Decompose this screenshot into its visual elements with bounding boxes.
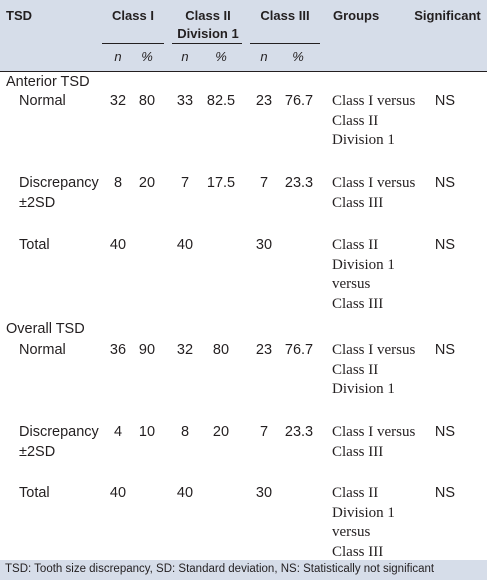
row-label: Total bbox=[19, 485, 50, 501]
class-1-percent: 90 bbox=[138, 342, 156, 358]
groups-comparison: Class II Division 1 versus Class III bbox=[332, 485, 395, 560]
class-1-percent: 20 bbox=[138, 175, 156, 191]
header-bottom-rule bbox=[0, 71, 487, 72]
table-header bbox=[0, 0, 487, 71]
class-2-n: 7 bbox=[180, 175, 190, 191]
class-2-n: 40 bbox=[176, 485, 194, 501]
class-2-percent: 80 bbox=[212, 342, 230, 358]
class-3-percent: 76.7 bbox=[284, 342, 314, 358]
class-2-n: 40 bbox=[176, 237, 194, 253]
class-1-n: 8 bbox=[113, 175, 123, 191]
groups-comparison: Class I versus Class III bbox=[332, 175, 416, 211]
header-class-3: Class III bbox=[260, 8, 310, 23]
class-3-n: 7 bbox=[259, 424, 269, 440]
class-1-n: 40 bbox=[109, 485, 127, 501]
subheader-percent: % bbox=[292, 49, 304, 64]
class-1-n: 40 bbox=[109, 237, 127, 253]
header-class-1: Class I bbox=[112, 8, 154, 23]
groups-comparison: Class II Division 1 versus Class III bbox=[332, 237, 395, 312]
class-3-n: 7 bbox=[259, 175, 269, 191]
significance: NS bbox=[434, 485, 456, 501]
row-label: Discrepancy ±2SD bbox=[19, 424, 99, 460]
class-2-percent: 20 bbox=[212, 424, 230, 440]
class-3-n: 23 bbox=[255, 342, 273, 358]
header-class-2: Class II Division 1 bbox=[177, 8, 239, 41]
class-1-n: 32 bbox=[109, 93, 127, 109]
row-label: Normal bbox=[19, 93, 66, 109]
row-label: Normal bbox=[19, 342, 66, 358]
significance: NS bbox=[434, 342, 456, 358]
subheader-percent: % bbox=[215, 49, 227, 64]
section-title: Overall TSD bbox=[6, 321, 85, 337]
class-3-percent: 76.7 bbox=[284, 93, 314, 109]
groups-comparison: Class I versus Class II Division 1 bbox=[332, 93, 416, 148]
significance: NS bbox=[434, 175, 456, 191]
class-1-percent: 80 bbox=[138, 93, 156, 109]
class-3-n: 30 bbox=[255, 237, 273, 253]
section-title: Anterior TSD bbox=[6, 74, 90, 90]
class-3-percent: 23.3 bbox=[284, 175, 314, 191]
class-1-percent: 10 bbox=[138, 424, 156, 440]
class-2-n: 32 bbox=[176, 342, 194, 358]
header-tsd: TSD bbox=[6, 8, 32, 23]
class-1-n: 4 bbox=[113, 424, 123, 440]
class-1-underline bbox=[102, 43, 164, 44]
class-3-percent: 23.3 bbox=[284, 424, 314, 440]
class-2-percent: 82.5 bbox=[206, 93, 236, 109]
subheader-n: n bbox=[181, 49, 189, 64]
class-3-n: 30 bbox=[255, 485, 273, 501]
table-footnote bbox=[0, 560, 487, 580]
significance: NS bbox=[434, 237, 456, 253]
subheader-n: n bbox=[114, 49, 122, 64]
groups-comparison: Class I versus Class III bbox=[332, 424, 416, 460]
significance: NS bbox=[434, 93, 456, 109]
class-2-percent: 17.5 bbox=[206, 175, 236, 191]
subheader-n: n bbox=[260, 49, 268, 64]
groups-comparison: Class I versus Class II Division 1 bbox=[332, 342, 416, 397]
header-groups: Groups bbox=[333, 8, 380, 23]
row-label: Total bbox=[19, 237, 50, 253]
class-2-n: 33 bbox=[176, 93, 194, 109]
footnote-text: TSD: Tooth size discrepancy, SD: Standard deviation, NS: Statistically not significant bbox=[5, 563, 435, 575]
class-3-n: 23 bbox=[255, 93, 273, 109]
significance: NS bbox=[434, 424, 456, 440]
class-3-underline bbox=[250, 43, 320, 44]
class-2-n: 8 bbox=[180, 424, 190, 440]
row-label: Discrepancy ±2SD bbox=[19, 175, 99, 211]
subheader-percent: % bbox=[141, 49, 153, 64]
class-1-n: 36 bbox=[109, 342, 127, 358]
header-significant: Significant bbox=[414, 8, 481, 23]
class-2-underline bbox=[172, 43, 242, 44]
